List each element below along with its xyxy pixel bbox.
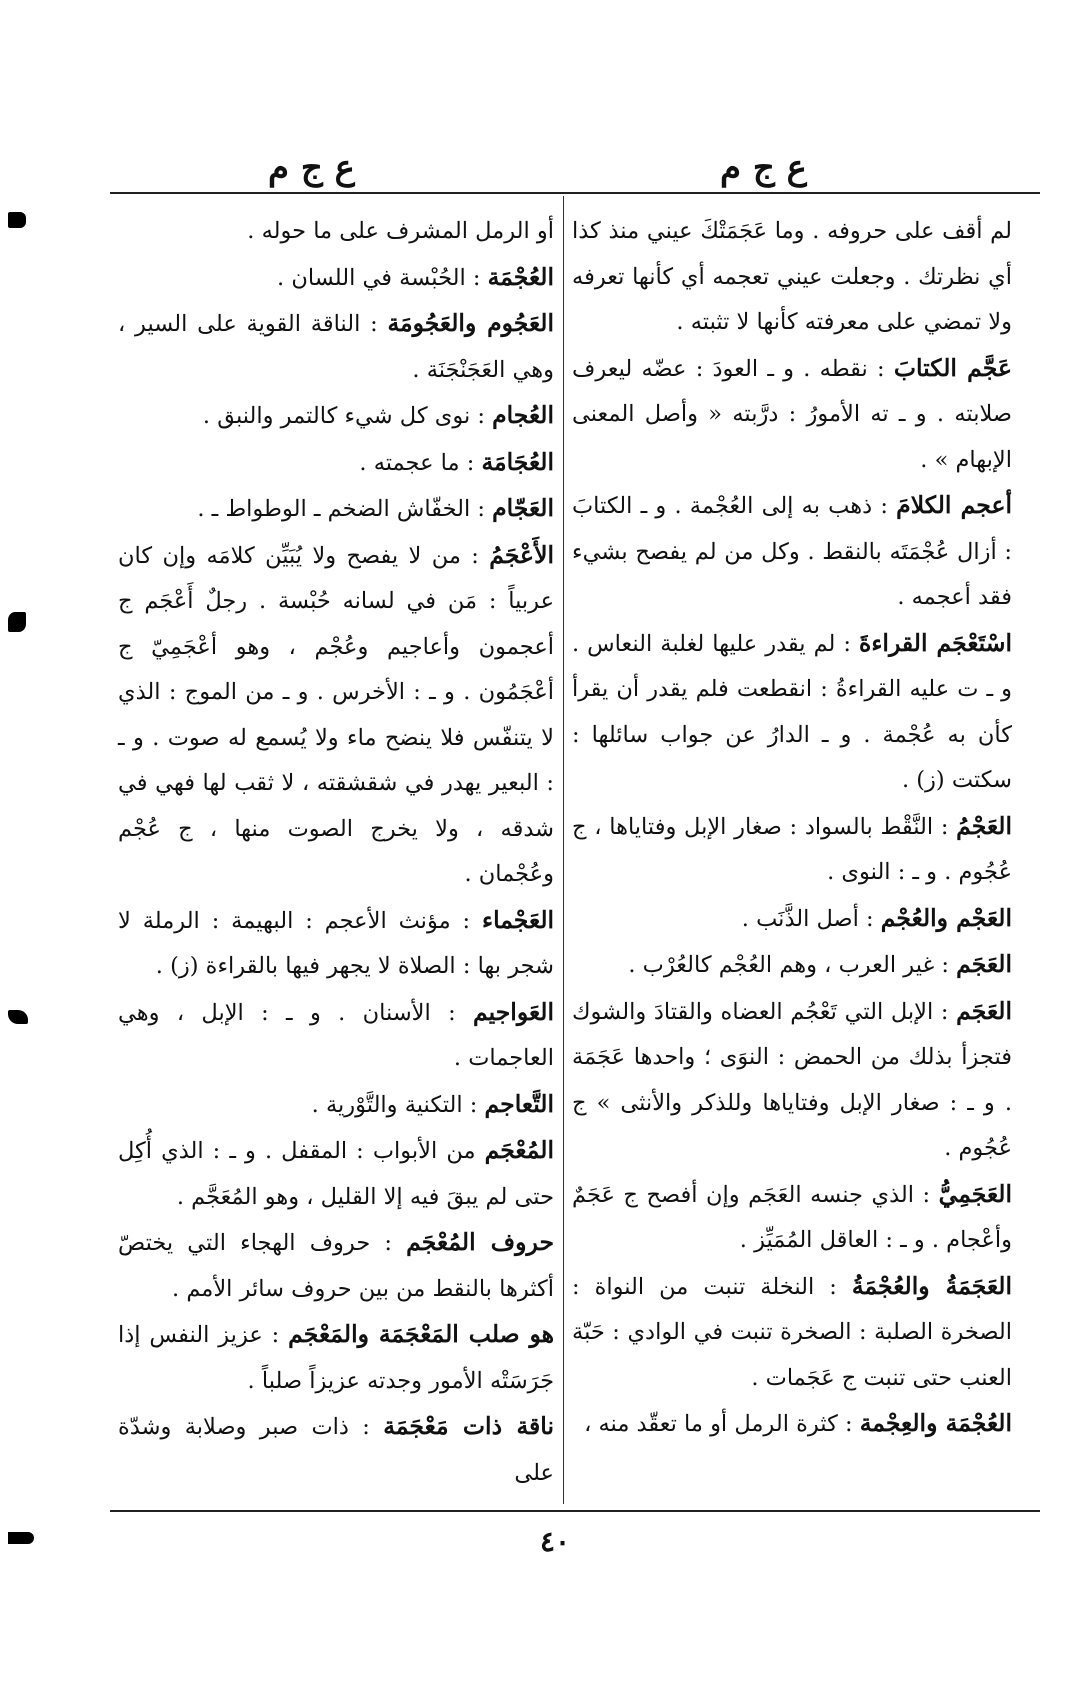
entry-definition: : مؤنث الأعجم : البهيمة : الرملة لا شجر بها : الصلاة لا يجهر فيها بالقراءة (ز) . xyxy=(118,907,554,979)
right-column xyxy=(572,208,1012,1448)
entry xyxy=(118,255,554,302)
entry-headword: عَجَّم الكتابَ xyxy=(893,353,1012,382)
entry-headword: هو صلب المَعْجَمَة والمَعْجَم xyxy=(288,1320,555,1348)
entry xyxy=(572,1264,1012,1402)
entry-headword: العَجَمِيُّ xyxy=(938,1179,1012,1208)
entry-headword: العَجْم والعُجْم xyxy=(880,903,1012,932)
entry-headword: حروف المُعْجَم xyxy=(406,1228,554,1256)
entry-headword: العَجّام xyxy=(492,494,554,522)
entry-definition: لم أقف على حروفه . وما عَجَمَتْكَ عيني منذ كذا أي نظرتك . وجعلت عيني تعجمه أي كأنها تعرفه ولا تمضي على معرفته كأنها لا تثبته . xyxy=(572,218,1012,335)
margin-mark-icon xyxy=(8,212,26,228)
entry-definition: : الأسنان . و ـ : الإبل ، وهي العاجمات . xyxy=(118,999,554,1071)
entry-definition: : الإبل التي تَعْجُم العضاه والقتادَ والشوك فتجزأ بذلك من الحمض : النوَى ؛ واحدها عَجَمَة . و ـ : صغار الإبل وفتاياها وللذكر والأنثى » ج عُجُوم . xyxy=(572,998,1012,1161)
entry-definition: : ما عجمته . xyxy=(359,449,475,476)
entry xyxy=(572,483,1012,621)
margin-mark-icon xyxy=(8,1010,28,1024)
entry-definition: : كثرة الرمل أو ما تعقّد منه ، xyxy=(584,1411,853,1437)
entry-headword: العُجْمَة xyxy=(487,262,554,291)
entry xyxy=(572,1172,1012,1264)
entry-headword: التَّعاجم xyxy=(484,1089,554,1118)
entry xyxy=(572,208,1012,346)
entry-headword: العُجَامَة xyxy=(481,447,554,476)
entry-definition: : نوى كل شيء كالتمر والنبق . xyxy=(202,403,485,429)
entry xyxy=(118,440,554,487)
entry-headword: العَجَمَةُ والعُجْمَةُ xyxy=(851,1271,1012,1300)
entry xyxy=(118,1312,554,1404)
entry-definition: : ذات صبر وصلابة وشدّة على xyxy=(118,1414,554,1486)
entry xyxy=(572,804,1012,896)
entry-headword: ناقة ذات مَعْجَمَة xyxy=(383,1412,554,1440)
entry xyxy=(118,1128,554,1220)
entry xyxy=(572,1401,1012,1448)
entry-definition: من الأبواب : المقفل . و ـ : الذي أُكِل حتى لم يبقَ فيه إلا القليل ، وهو المُعَجَّم . xyxy=(118,1138,554,1210)
entry-definition: : عزيز النفس إذا جَرَسَتْه الأمور وجدته عزيزاً صلباً . xyxy=(118,1322,554,1394)
header-right: ع ج م xyxy=(720,148,807,188)
entry-definition: : ذهب به إلى العُجْمة . و ـ الكتابَ : أزال عُجْمَتَه بالنقط . وكل من لم يفصح بشيء فقد أعجمه . xyxy=(572,493,1012,610)
entry-definition: : الناقة القوية على السير ، وهي العَجَنْجَنَة . xyxy=(118,311,554,383)
entry-definition: : حروف الهجاء التي يختصّ أكثرها بالنقط من بين حروف سائر الأمم . xyxy=(118,1230,554,1302)
entry-headword: الأَعْجَمُ xyxy=(489,540,555,569)
entry xyxy=(118,486,554,533)
entry-definition: : من لا يفصح ولا يُبَيِّن كلامَه وإن كان عربياً : مَن في لسانه حُبْسة . رجلٌ أَعْجَم ج أعجمون وأعاجيم وعُجْم ، وهو أعْجَمِيّ ج أعْجَمُون . و ـ : الأخرس . و ـ من الموج : الذي لا يتنفّس فلا ينضح ماء ولا يُسمع له صوت . و ـ : البعير يهدر في شقشقته ، لا ثقب لها فهي في شدقه ، ولا يخرج الصوت منها ، ج عُجْم وعُجْمان . xyxy=(118,542,554,887)
entry xyxy=(572,942,1012,989)
entry-headword: المُعْجَم xyxy=(484,1136,554,1164)
entry-headword: العَجَم xyxy=(956,996,1012,1025)
entry-definition: : الحُبْسة في اللسان . xyxy=(277,264,481,291)
entry xyxy=(118,898,554,990)
entry-definition: : لم يقدر عليها لغلبة النعاس . و ـ ت عليه القراءةُ : انقطعت فلم يقدر أن يقرأ كأن به عُجْمة . و ـ الدارُ عن جواب سائلها : سكتت (ز) . xyxy=(572,630,1012,793)
entry-headword: العَجُوم والعَجُومَة xyxy=(387,309,554,337)
left-column xyxy=(118,208,554,1496)
entry-headword: أعجم الكلامَ xyxy=(896,491,1012,519)
entry xyxy=(118,208,554,255)
header-left: ع ج م xyxy=(268,148,355,188)
entry-headword: العَجْماء xyxy=(482,905,555,934)
entry-headword: العُجْمَة والعِجْمة xyxy=(859,1409,1012,1437)
entry-headword: اسْتَعْجَم القراءةَ xyxy=(859,628,1012,657)
entry-headword: العَواجيم xyxy=(473,997,554,1026)
entry xyxy=(118,990,554,1082)
entry-definition: : غير العرب ، وهم العُجْم كالعُرْب . xyxy=(628,952,949,978)
margin-mark-icon xyxy=(8,612,26,632)
entry xyxy=(572,989,1012,1172)
entry xyxy=(118,1404,554,1496)
entry-definition: : التكنية والتَّوْرية . xyxy=(311,1091,478,1118)
entry-definition: : النخلة تنبت من النواة : الصخرة الصلبة : الصخرة تنبت في الوادي : حَبّة العنب حتى تنبت ج عَجَمات . xyxy=(572,1273,1012,1391)
top-rule xyxy=(110,192,1040,194)
entry-headword: العَجْمُ xyxy=(956,811,1012,840)
margin-mark-icon xyxy=(8,1532,34,1544)
entry-definition: أو الرمل المشرف على ما حوله . xyxy=(247,218,554,244)
entry-headword: العَجَم xyxy=(956,950,1012,978)
entry-definition: : النَّقْط بالسواد : صغار الإبل وفتاياها ، ج عُجُوم . و ـ : النوى . xyxy=(572,813,1012,885)
entry-definition: : الذي جنسه العَجَم وإن أفصح ج عَجَمٌ وأعْجام . و ـ : العاقل المُمَيِّز . xyxy=(572,1181,1012,1253)
entry xyxy=(118,533,554,898)
column-divider xyxy=(563,196,564,1504)
entry-definition: : أصل الذَّنَب . xyxy=(741,905,874,932)
entry xyxy=(118,1220,554,1312)
entry xyxy=(118,301,554,393)
entry-definition: : نقطه . و ـ العودَ : عضّه ليعرف صلابته . و ـ ته الأمورُ : درَّبته « وأصل المعنى الإبهام » . xyxy=(572,355,1012,473)
entry xyxy=(572,621,1012,804)
entry xyxy=(572,346,1012,484)
page-number: ٤٠ xyxy=(539,1525,571,1558)
entry xyxy=(118,393,554,440)
entry-headword: العُجام xyxy=(492,401,554,429)
entry xyxy=(572,896,1012,943)
entry xyxy=(118,1082,554,1129)
bottom-rule xyxy=(110,1510,1040,1512)
entry-definition: : الخفّاش الضخم ـ الوطواط ـ . xyxy=(197,496,485,522)
